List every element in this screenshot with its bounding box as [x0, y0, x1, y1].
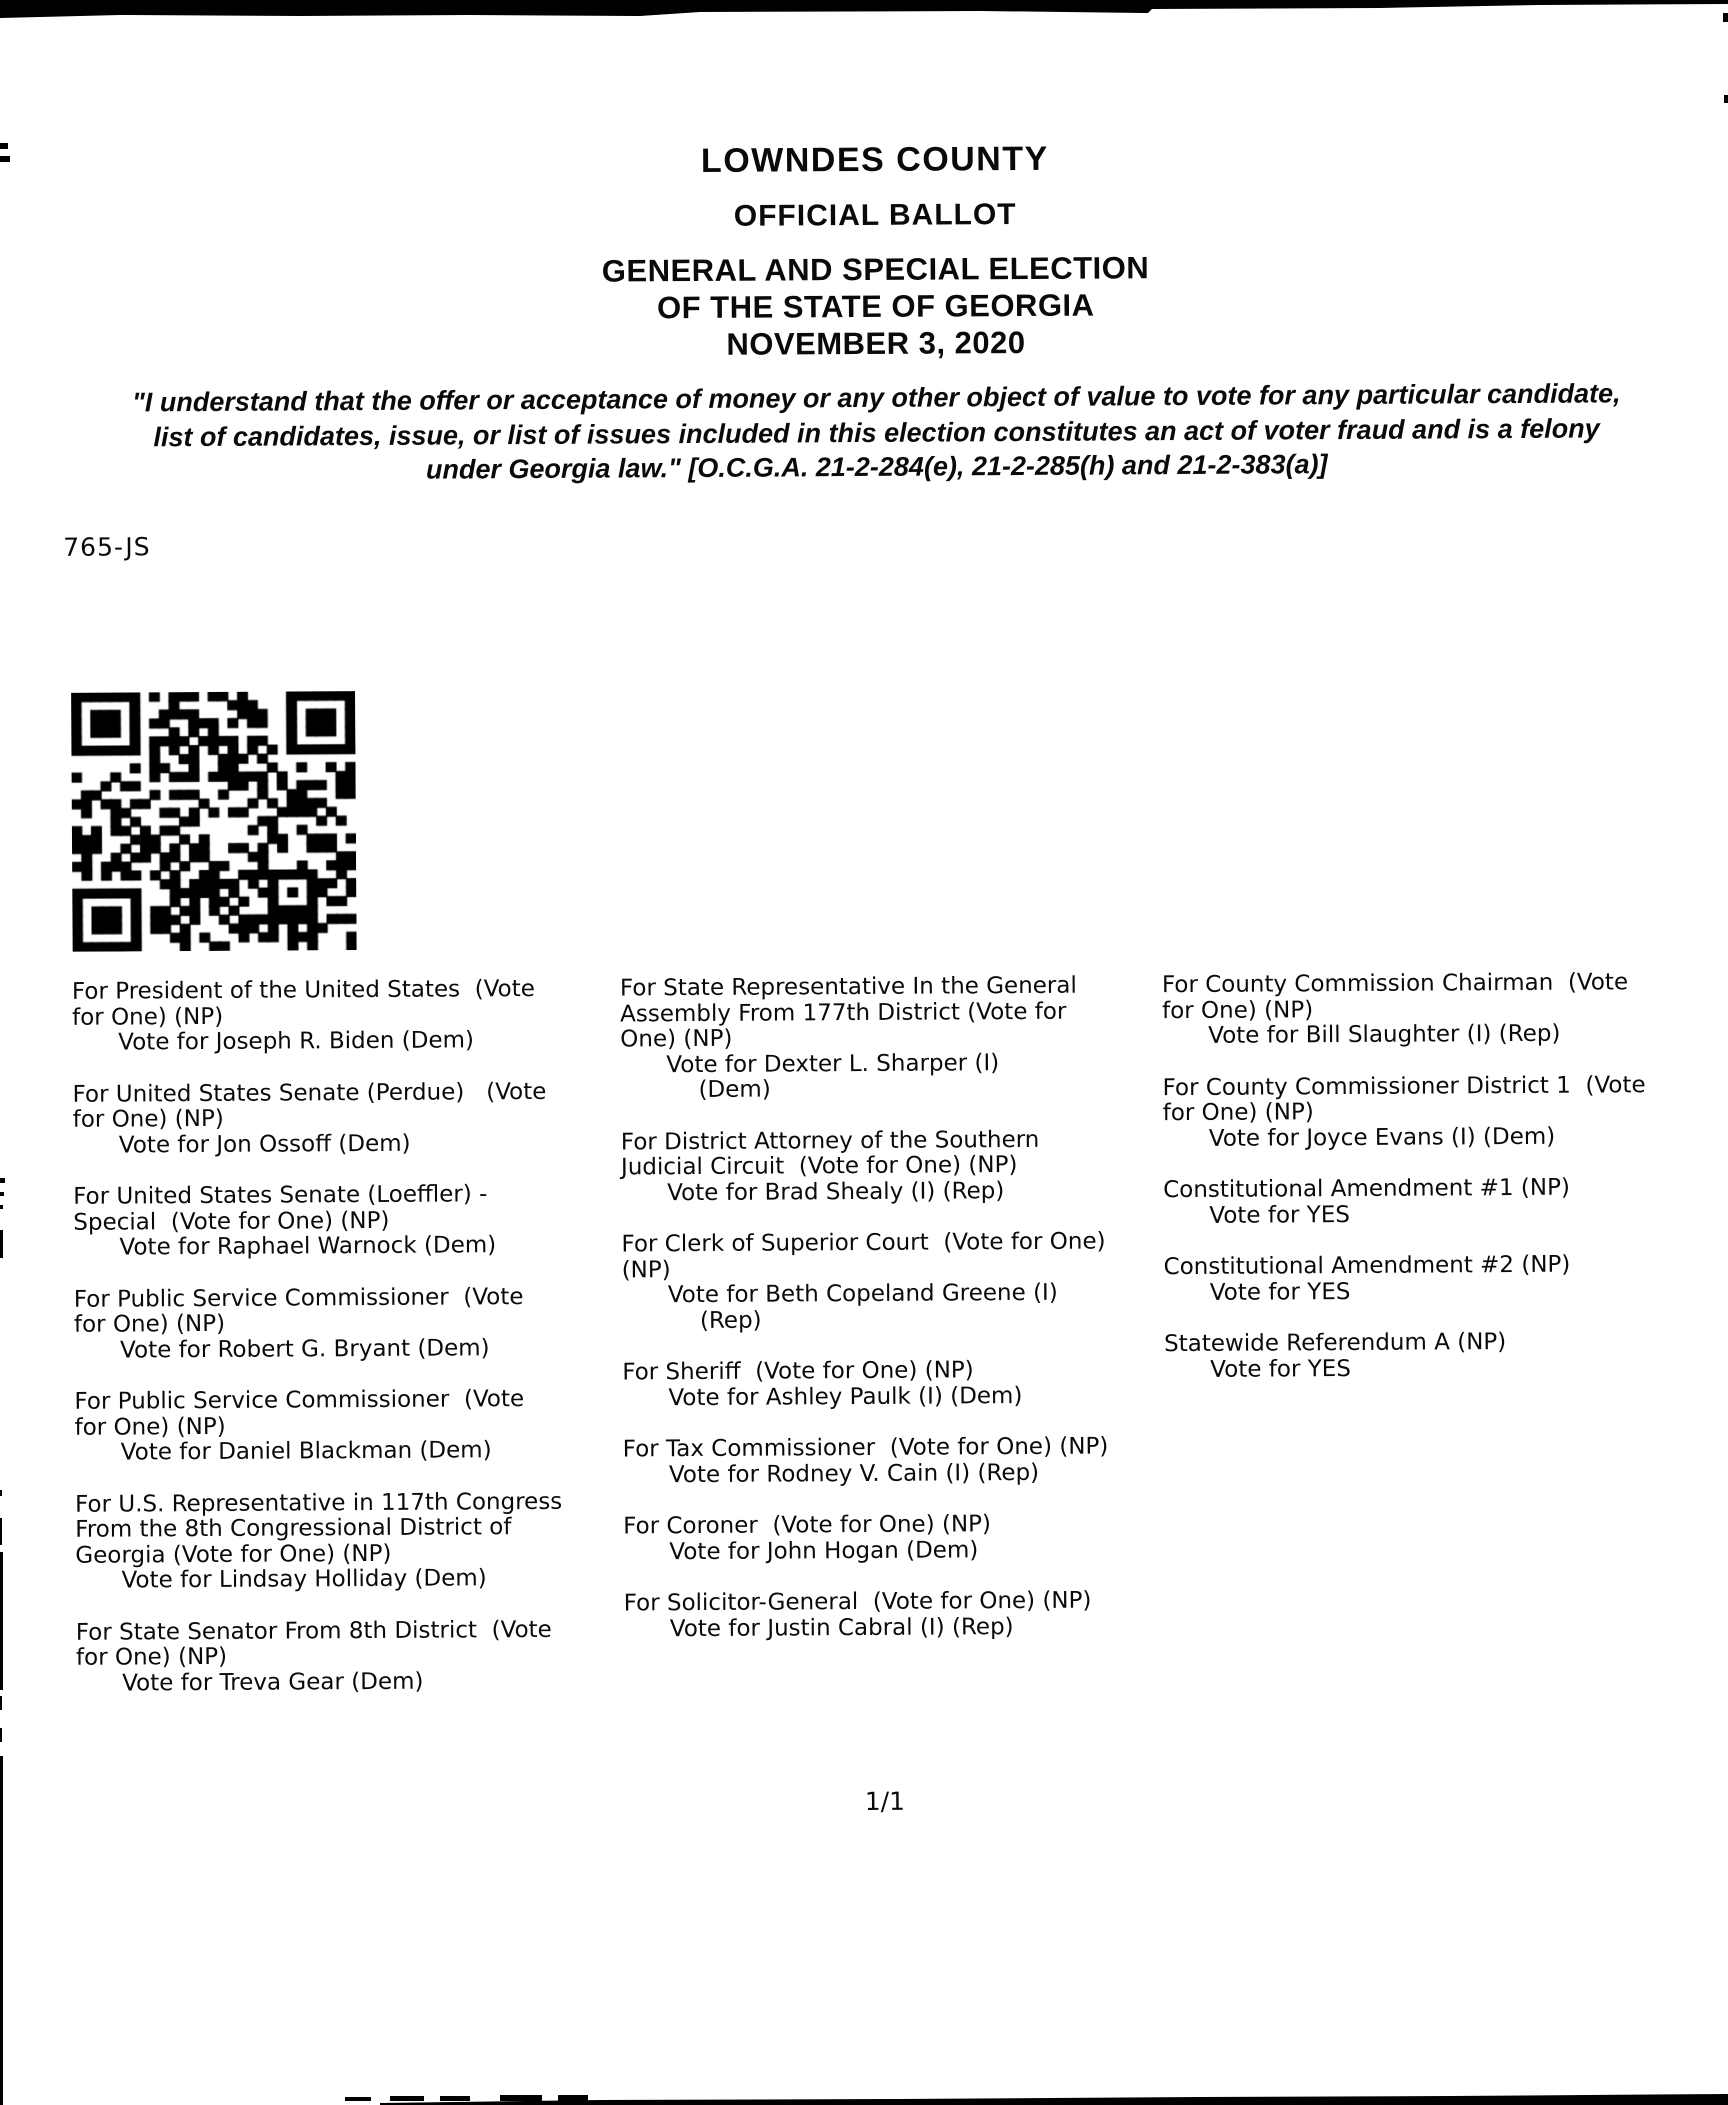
contest-title-line: For Clerk of Superior Court (Vote for One) — [621, 1228, 1106, 1258]
vote-selection-line: Vote for Treva Gear (Dem) — [122, 1668, 424, 1697]
scan-speck — [0, 1490, 2, 1496]
ballot-summary-column-1 — [72, 977, 564, 1723]
scan-artifact-left-line — [0, 1756, 3, 2105]
contest — [1163, 1175, 1646, 1229]
contest-title-line: For United States Senate (Loeffler) - — [73, 1181, 488, 1210]
contest-title-line: From the 8th Congressional District of — [75, 1514, 512, 1543]
contest-title-line: for One) (NP) — [74, 1413, 226, 1441]
vote-selection-line: (Dem) — [698, 1076, 771, 1103]
contest-title-line: Statewide Referendum A (NP) — [1164, 1329, 1507, 1358]
election-title — [11, 246, 1728, 368]
contest-title-line: For Solicitor-General (Vote for One) (NP) — [623, 1587, 1092, 1617]
scan-artifact-left-line — [0, 1728, 2, 1742]
scan-artifact-left-line — [0, 1518, 2, 1545]
vote-selection-line: Vote for Beth Copeland Greene (I) — [667, 1279, 1058, 1309]
contest-title-line: for One) (NP) — [75, 1643, 228, 1671]
contest-title-line: For District Attorney of the Southern — [620, 1126, 1040, 1155]
contest-title-line: for One) (NP) — [72, 1105, 224, 1133]
contest-title-line: For Sheriff (Vote for One) (NP) — [622, 1357, 974, 1386]
election-title-line: NOVEMBER 3, 2020 — [726, 324, 1026, 362]
vote-selection-line: (Rep) — [699, 1307, 762, 1334]
disclaimer-line: list of candidates, issue, or list of issues included in this election constitutes an act of voter fraud and is a felony — [153, 412, 1600, 452]
contest-title-line: One) (NP) — [620, 1025, 733, 1053]
contest-title-line: for One) (NP) — [73, 1310, 226, 1338]
contest — [620, 974, 1106, 1104]
vote-selection-line: Vote for Joseph R. Biden (Dem) — [118, 1027, 475, 1056]
vote-selection-line: Vote for Raphael Warnock (Dem) — [119, 1232, 497, 1261]
contest — [1164, 1329, 1647, 1383]
scan-speck — [1724, 95, 1728, 103]
contest-title-line: for One) (NP) — [72, 1003, 224, 1031]
voter-fraud-disclaimer — [12, 376, 1728, 490]
contest-title-line: (NP) — [621, 1256, 671, 1283]
vote-selection-line: Vote for YES — [1209, 1201, 1351, 1229]
vote-selection-line: Vote for YES — [1210, 1355, 1351, 1383]
contest — [1164, 1252, 1647, 1306]
election-title-line: OF THE STATE OF GEORGIA — [656, 287, 1095, 326]
contest-title-line: For U.S. Representative in 117th Congress — [74, 1488, 563, 1518]
contest-title-line: For County Commission Chairman (Vote — [1161, 969, 1629, 999]
scan-speck — [1723, 13, 1728, 22]
vote-selection-line: Vote for Daniel Blackman (Dem) — [120, 1437, 492, 1466]
vote-selection-line: Vote for Bill Slaughter (I) (Rep) — [1208, 1020, 1561, 1049]
contest-title-line: For President of the United States (Vote — [71, 975, 535, 1005]
contest-title-line: Assembly From 177th District (Vote for — [620, 998, 1067, 1027]
ballot-type-title: OFFICIAL BALLOT — [733, 198, 1017, 233]
scan-artifact-left-line — [0, 1696, 2, 1710]
ballot-summary-column-3 — [1162, 970, 1648, 1409]
vote-selection-line: Vote for Jon Ossoff (Dem) — [118, 1130, 411, 1159]
contest — [76, 1617, 564, 1696]
contest-title-line: For County Commissioner District 1 (Vote — [1162, 1071, 1646, 1101]
contest-title-line: For Public Service Commissioner (Vote — [74, 1386, 525, 1415]
contest — [622, 1357, 1108, 1411]
page-number: 1/1 — [864, 1786, 906, 1816]
contest-title-line: Constitutional Amendment #1 (NP) — [1163, 1174, 1570, 1204]
contest-title-line: for One) (NP) — [1162, 1099, 1314, 1127]
contest-title-line: For Public Service Commissioner (Vote — [73, 1283, 524, 1313]
vote-selection-line: Vote for Joyce Evans (I) (Dem) — [1208, 1123, 1556, 1152]
election-title-line: GENERAL AND SPECIAL ELECTION — [601, 250, 1150, 289]
contest — [73, 1182, 561, 1261]
contest — [623, 1511, 1109, 1565]
contest-title-line: For State Representative In the General — [619, 972, 1077, 1002]
contest — [624, 1588, 1110, 1642]
contest — [621, 1229, 1107, 1334]
county-name: LOWNDES COUNTY — [700, 139, 1049, 180]
qr-code — [71, 691, 357, 952]
vote-selection-line: Vote for Ashley Paulk (I) (Dem) — [668, 1382, 1023, 1411]
contest-title-line: for One) (NP) — [1161, 996, 1314, 1024]
disclaimer-line: "I understand that the offer or acceptance of money or any other object of value to vote for any particular candidate, — [131, 378, 1621, 418]
vote-selection-line: Vote for Robert G. Bryant (Dem) — [120, 1334, 490, 1364]
contest-title-line: Georgia (Vote for One) (NP) — [75, 1540, 392, 1569]
contest — [74, 1284, 562, 1363]
contest — [75, 1489, 563, 1594]
vote-selection-line: Vote for Lindsay Holliday (Dem) — [121, 1565, 487, 1594]
ballot-style-code: 765-JS — [63, 532, 151, 562]
contest-title-line: For Tax Commissioner (Vote for One) (NP) — [622, 1433, 1109, 1463]
contest — [1162, 970, 1646, 1049]
contest — [621, 1127, 1107, 1206]
contest-title-line: Constitutional Amendment #2 (NP) — [1163, 1251, 1571, 1281]
vote-selection-line: Vote for John Hogan (Dem) — [669, 1536, 979, 1565]
contest-title-line: Judicial Circuit (Vote for One) (NP) — [620, 1152, 1018, 1181]
vote-selection-line: Vote for Justin Cabral (I) (Rep) — [669, 1613, 1014, 1642]
contest-title-line: Special (Vote for One) (NP) — [73, 1207, 390, 1236]
contest — [74, 1387, 562, 1466]
vote-selection-line: Vote for Brad Shealy (I) (Rep) — [667, 1177, 1005, 1206]
vote-selection-line: Vote for Dexter L. Sharper (I) — [666, 1049, 1000, 1078]
contest — [1162, 1073, 1646, 1152]
contest — [72, 977, 560, 1056]
contest-title-line: For Coroner (Vote for One) (NP) — [623, 1511, 992, 1540]
contest-title-line: For United States Senate (Perdue) (Vote — [72, 1078, 547, 1108]
vote-selection-line: Vote for YES — [1209, 1278, 1351, 1306]
contest — [72, 1079, 560, 1158]
contest-title-line: For State Senator From 8th District (Vote — [75, 1616, 552, 1646]
ballot-summary-column-2 — [620, 974, 1110, 1669]
disclaimer-line: under Georgia law." [O.C.G.A. 21-2-284(e), 21-2-285(h) and 21-2-383(a)] — [425, 449, 1328, 485]
contest — [623, 1434, 1109, 1488]
vote-selection-line: Vote for Rodney V. Cain (I) (Rep) — [668, 1459, 1040, 1488]
